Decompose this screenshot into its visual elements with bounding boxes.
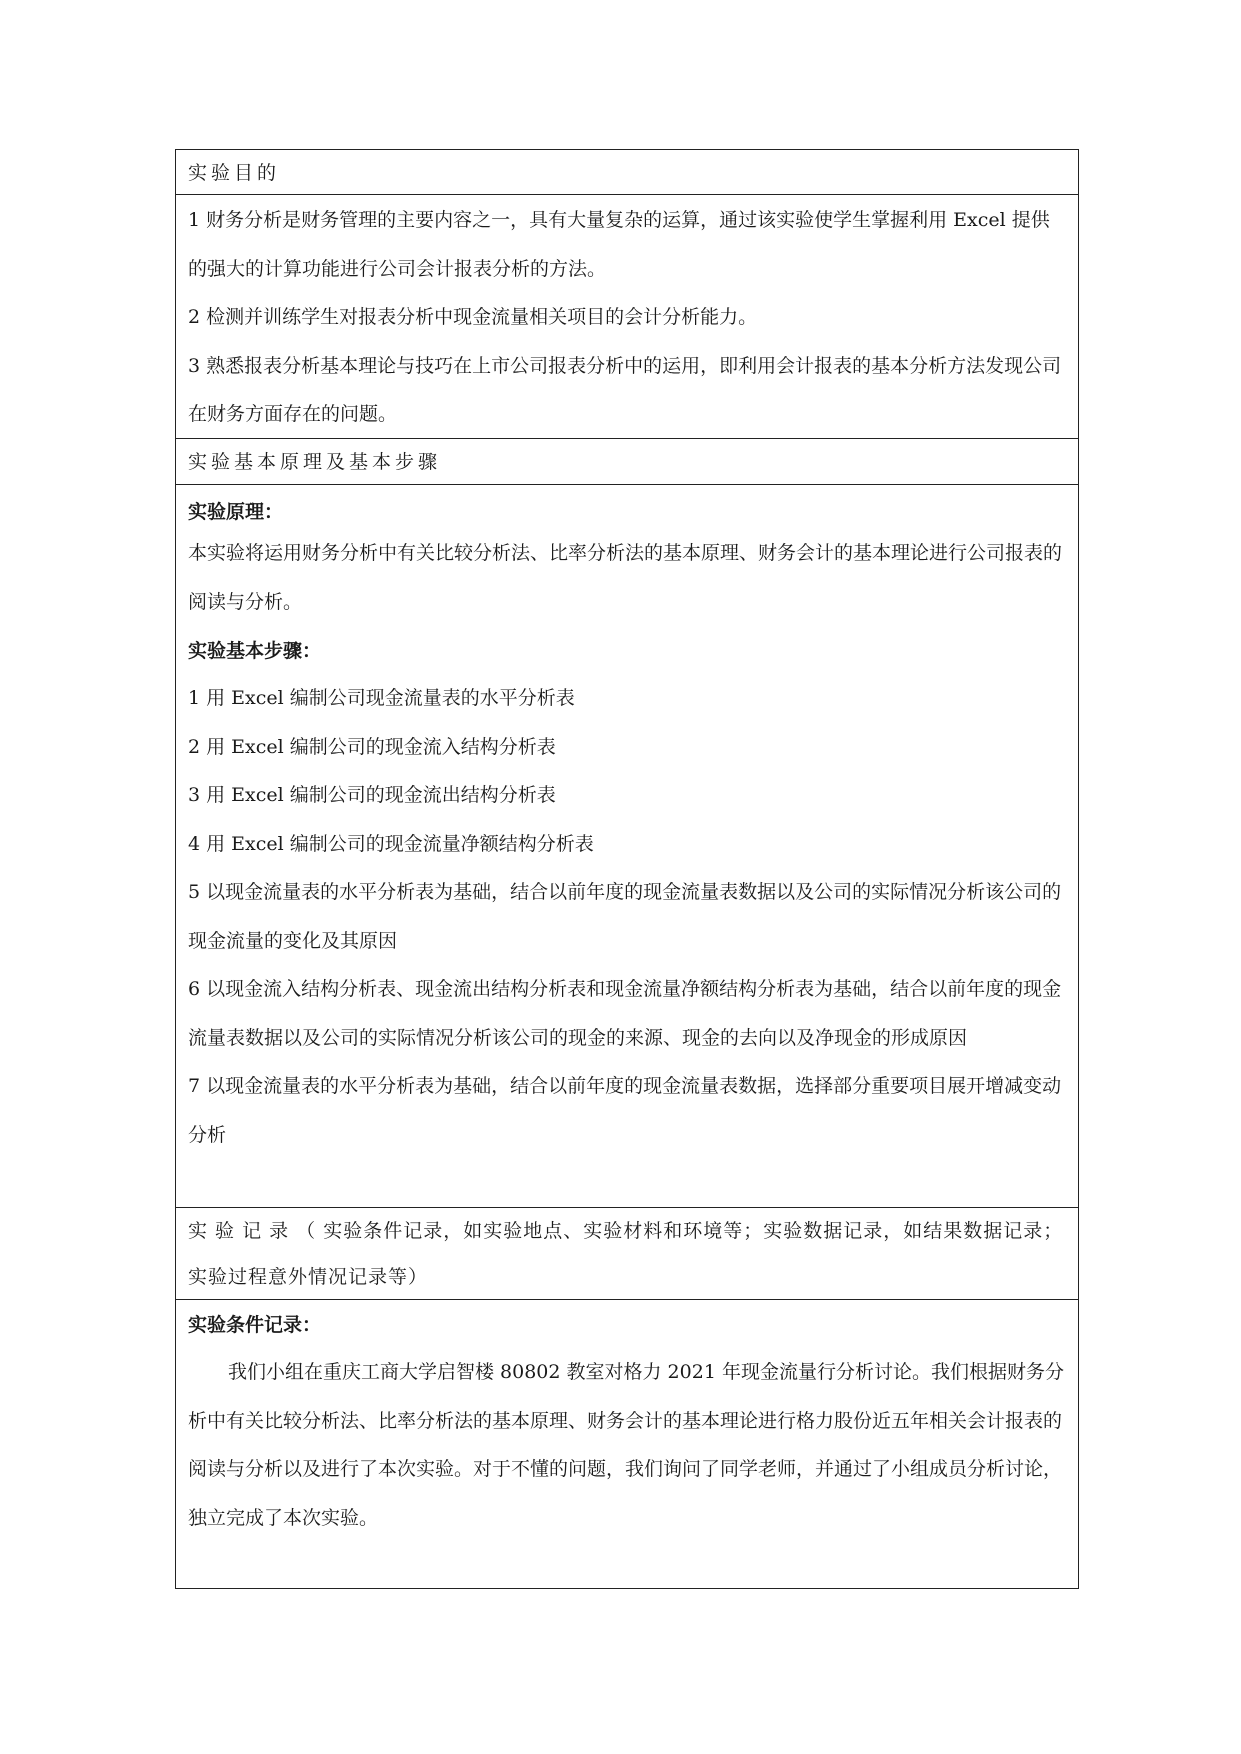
condition-text: 我们小组在重庆工商大学启智楼 80802 教室对格力 2021 年现金流量行分析讨论。我们根据财务分析中有关比较分析法、比率分析法的基本原理、财务会计的基本理论进行格力股份近五年相关会计报表的阅读与分析以及进行了本次实验。对于不懂的问题，我们询问了同学老师，并通过了小组成员分析讨论，独立完成了本次实验。 xyxy=(188,1361,1064,1529)
step-2: 2 用 Excel 编制公司的现金流入结构分析表 xyxy=(188,735,556,758)
purpose-heading: 实验目的 xyxy=(188,162,281,184)
condition-title: 实验条件记录： xyxy=(188,1314,322,1336)
section-body-principle xyxy=(176,485,1078,1208)
principle-heading: 实验基本原理及基本步骤 xyxy=(188,451,442,473)
step-3: 3 用 Excel 编制公司的现金流出结构分析表 xyxy=(188,784,556,806)
purpose-item-3: 3 熟悉报表分析基本理论与技巧在上市公司报表分析中的运用，即利用会计报表的基本分析方法发现公司在财务方面存在的问题。 xyxy=(188,354,1062,425)
steps-title: 实验基本步骤： xyxy=(188,640,322,662)
principle-title: 实验原理： xyxy=(188,501,284,523)
step-1: 1 用 Excel 编制公司现金流量表的水平分析表 xyxy=(188,687,575,709)
purpose-item-1: 1 财务分析是财务管理的主要内容之一，具有大量复杂的运算，通过该实验使学生掌握利用 Excel 提供的强大的计算功能进行公司会计报表分析的方法。 xyxy=(188,209,1050,280)
purpose-item-2: 2 检测并训练学生对报表分析中现金流量相关项目的会计分析能力。 xyxy=(188,306,758,328)
report-table xyxy=(175,149,1079,1589)
step-7: 7 以现金流量表的水平分析表为基础，结合以前年度的现金流量表数据，选择部分重要项目展开增减变动分析 xyxy=(188,1075,1062,1146)
step-5: 5 以现金流量表的水平分析表为基础，结合以前年度的现金流量表数据以及公司的实际情况分析该公司的现金流量的变化及其原因 xyxy=(188,881,1062,952)
section-body-record xyxy=(176,1300,1078,1588)
section-body-purpose xyxy=(176,195,1078,439)
record-heading: 实 验 记 录 （ 实验条件记录，如实验地点、实验材料和环境等；实验数据记录，如结果数据记录；实验过程意外情况记录等） xyxy=(188,1220,1064,1288)
section-heading-purpose xyxy=(176,150,1078,195)
step-4: 4 用 Excel 编制公司的现金流量净额结构分析表 xyxy=(188,832,594,855)
section-heading-record xyxy=(176,1208,1078,1300)
step-6: 6 以现金流入结构分析表、现金流出结构分析表和现金流量净额结构分析表为基础，结合以前年度的现金流量表数据以及公司的实际情况分析该公司的现金的来源、现金的去向以及净现金的形成原因 xyxy=(188,978,1062,1049)
section-heading-principle xyxy=(176,439,1078,485)
principle-text: 本实验将运用财务分析中有关比较分析法、比率分析法的基本原理、财务会计的基本理论进行公司报表的阅读与分析。 xyxy=(188,542,1063,613)
